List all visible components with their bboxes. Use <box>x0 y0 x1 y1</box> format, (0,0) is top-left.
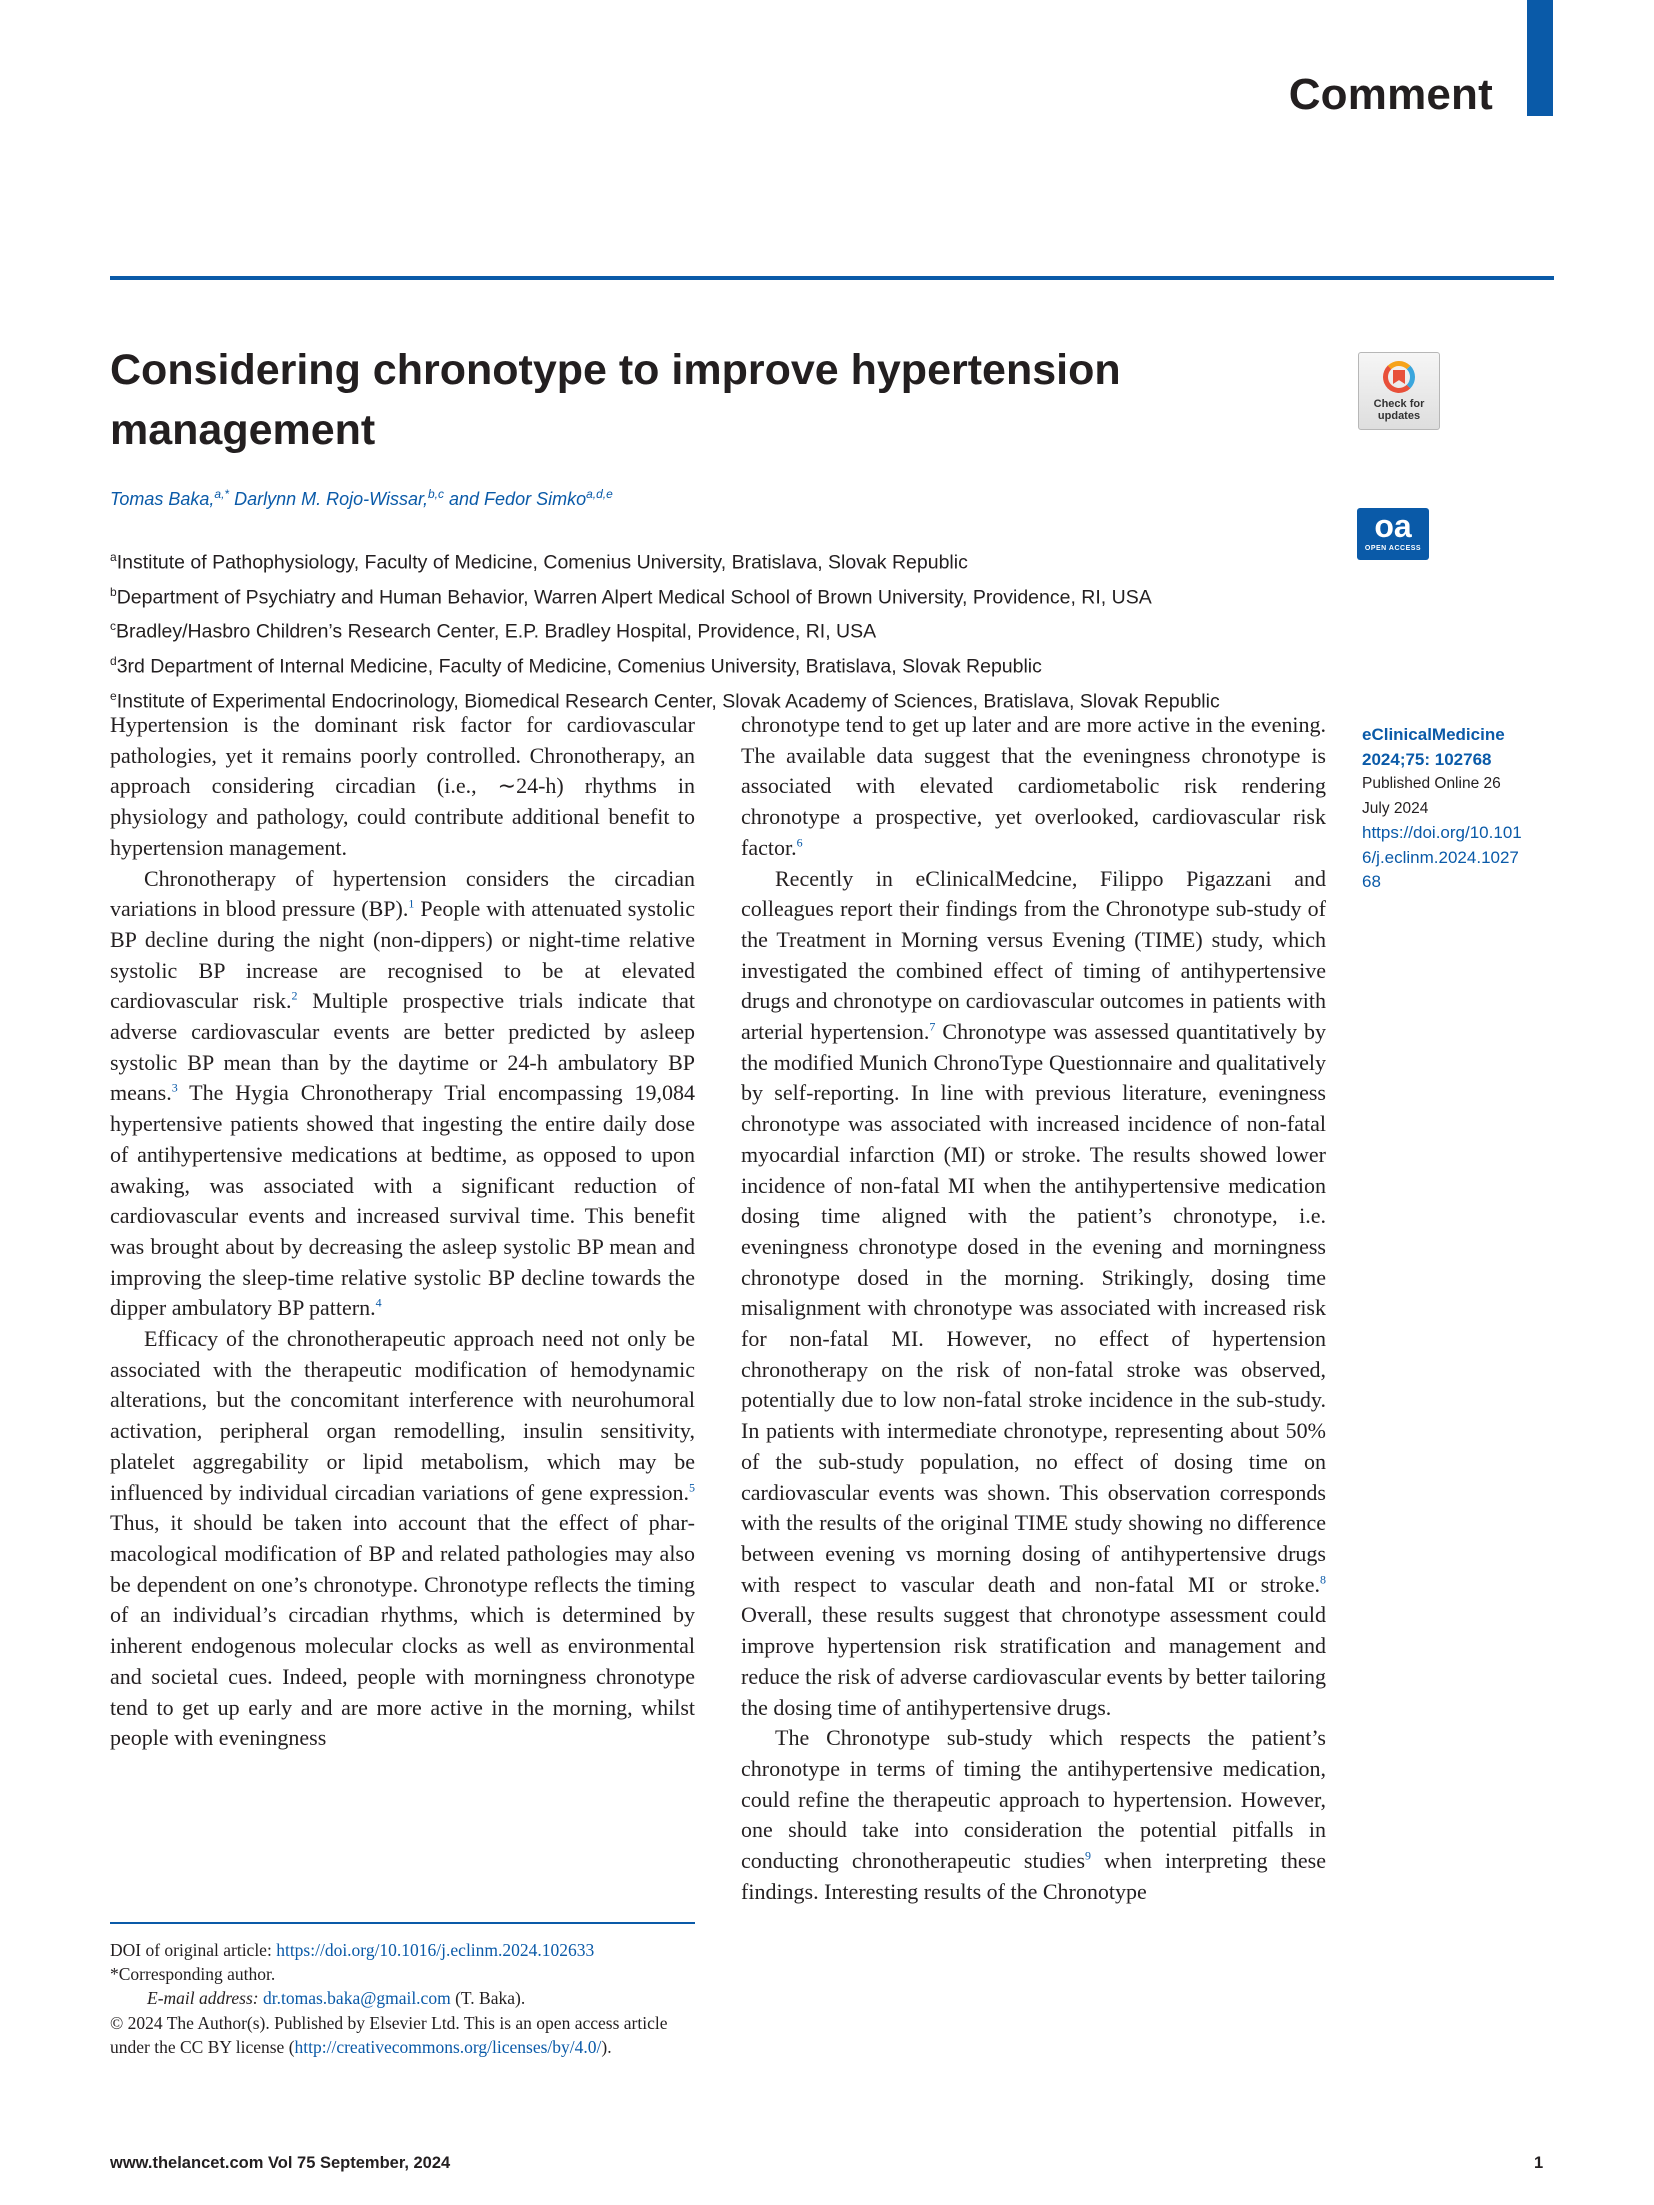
text-run: Overall, these results suggest that chronotype assessment could improve hypertension risk stratification and management and reduce the risk of adverse cardiovascular events by better tailoring the dosing time of antihypertensive drugs. <box>741 1602 1326 1720</box>
article-sidebar <box>1362 723 1522 895</box>
affiliation-mark: a <box>110 550 117 564</box>
header-rule <box>110 276 1554 280</box>
reference-link[interactable]: 6 <box>796 835 803 850</box>
license-text-end: ). <box>601 2036 612 2057</box>
affiliation <box>110 647 1350 682</box>
published-date: Published Online 26 July 2024 <box>1362 775 1501 817</box>
author-list <box>110 487 613 510</box>
section-color-tab <box>1527 0 1553 116</box>
body-paragraph <box>741 1723 1326 1907</box>
open-access-badge <box>1357 508 1429 560</box>
affiliation-mark: d <box>110 654 117 669</box>
oa-logo-text: oa <box>1374 508 1412 544</box>
email-label: E-mail address: <box>147 1988 264 2009</box>
license-text: © 2024 The Author(s). Published by Elsevier Ltd. This is an open access article under the CC BY license ( <box>110 2012 668 2057</box>
reference-link[interactable]: 5 <box>689 1480 695 1495</box>
footnote-rule <box>110 1922 695 1924</box>
text-run: People with attenuated systolic BP decline during the night (non-dippers) or night-time relative systolic BP increase are recognised to be at elevated cardiovascular risk. <box>110 896 695 1014</box>
affiliation-text: Bradley/Hasbro Children’s Research Center, E.P. Bradley Hospital, Providence, RI, USA <box>116 620 877 643</box>
email-suffix: (T. Baka). <box>450 1988 526 2009</box>
text-run: Thus, it should be taken into account that the effect of pharmacological modification of BP and related pathologies may also be dependent on one’s chronotype. Chronotype reflects the timing of an individual’s circadian rhythms, which is determined by inherent endogenous molecular clocks as well as environmental and societal cues. Indeed, people with morningness chronotype tend to get up early and are more active in the morning, whilst people with eveningness <box>110 1510 695 1751</box>
check-for-updates-badge[interactable] <box>1358 352 1440 430</box>
section-label: Comment <box>1288 70 1493 119</box>
body-paragraph <box>741 864 1326 1724</box>
original-article-doi-link[interactable]: https://doi.org/10.1016/j.eclinm.2024.102633 <box>276 1940 595 1960</box>
page-number: 1 <box>1534 2154 1544 2172</box>
page-footer-source[interactable]: www.thelancet.com Vol 75 September, 2024 <box>110 2154 451 2172</box>
body-paragraph: Hypertension is the dominant risk factor for cardiovascular pathologies, yet it remains poorly controlled. Chronotherapy, an approach considering circadian (i.e., ∼24-h) rhythms in physiology and pathology, could contribute additional benefit to hypertension management. <box>110 712 695 860</box>
email-footnote <box>110 1986 695 2010</box>
reference-link[interactable]: 4 <box>375 1296 382 1311</box>
check-updates-label: Check for updates <box>1373 398 1425 422</box>
reference-link[interactable]: 9 <box>1085 1848 1092 1863</box>
author-name[interactable]: Darlynn M. Rojo-Wissar, <box>234 489 428 509</box>
author-affil-mark: a,* <box>214 487 230 501</box>
license-footnote <box>110 2011 695 2059</box>
body-column-left <box>110 710 695 1754</box>
text-run: Chronotherapy of hypertension considers the circadian variations in blood pressure (BP). <box>110 865 695 922</box>
author-affil-mark: a,d,e <box>586 487 613 501</box>
affiliation-mark: b <box>110 584 117 599</box>
footnotes <box>110 1938 695 2059</box>
doi-label: DOI of original article: <box>110 1940 277 1960</box>
affiliation-text: Institute of Experimental Endocrinology, Biomedical Research Center, Slovak Academy of Sciences, Bratislava, Slovak Republic <box>116 690 1220 713</box>
corresponding-author-note: *Corresponding author. <box>110 1964 276 1985</box>
reference-link[interactable]: 2 <box>291 989 298 1003</box>
text-run: The Hygia Chronotherapy Trial encompassing 19,084 hypertensive patients showed that ingesting the entire daily dose of antihypertensive medications at bedtime, as opposed to upon awaking, was associated with a significant reduction of cardiovascular events and increased survival time. This benefit was brought about by decreasing the asleep systolic BP mean and improving the sleep-time relative systolic BP decline towards the dipper ambulatory BP pattern. <box>110 1080 695 1321</box>
author-affil-mark: b,c <box>427 487 444 501</box>
article-title: Considering chronotype to improve hypertension management <box>110 346 1121 454</box>
body-paragraph <box>110 864 695 1325</box>
reference-link[interactable]: 3 <box>171 1081 178 1096</box>
reference-link[interactable]: 1 <box>408 896 415 911</box>
doi-footnote <box>110 1938 695 1962</box>
text-run: Recently in eClinicalMedcine, Filippo Pigazzani and colleagues report their findings from the Chronotype sub-study of the Treatment in Morning versus Evening (TIME) study, which investigated the combined effect of timing of antihypertensive drugs and chronotype on cardiovascular outcomes in patients with arterial hypertension. <box>741 865 1326 1045</box>
affiliation-mark: e <box>110 688 117 703</box>
text-run: Efficacy of the chronotherapeutic approach need not only be associated with the therapeutic modification of hemodynamic alterations, but the concomitant interference with neurohumoral activation, peripheral organ remodelling, insulin sensitivity, platelet aggregability or lipid metabolism, which may be influenced by individual circadian variations of gene expression. <box>110 1326 695 1505</box>
affiliation <box>110 612 1350 647</box>
affiliation-text: 3rd Department of Internal Medicine, Faculty of Medicine, Comenius University, Bratislava, Slovak Republic <box>116 655 1042 678</box>
affiliation <box>110 578 1350 613</box>
author-name[interactable]: Tomas Baka, <box>110 489 215 509</box>
affiliation-text: Department of Psychiatry and Human Behavior, Warren Alpert Medical School of Brown University, Providence, RI, USA <box>116 586 1152 609</box>
affiliation <box>110 543 1350 578</box>
journal-citation: 2024;75: 102768 <box>1362 749 1492 769</box>
reference-link[interactable]: 8 <box>1320 1572 1326 1587</box>
affiliation-mark: c <box>110 619 116 634</box>
text-run: when interpreting these findings. Interesting results of the Chronotype <box>741 1848 1326 1904</box>
reference-link[interactable]: 7 <box>929 1019 936 1034</box>
body-paragraph <box>110 1324 695 1754</box>
email-link[interactable]: dr.tomas.baka@gmail.com <box>263 1988 451 2009</box>
affiliation-text: Institute of Pathophysiology, Faculty of Medicine, Comenius University, Bratislava, Slovak Republic <box>116 551 968 574</box>
author-name[interactable]: and Fedor Simko <box>449 489 587 509</box>
journal-name[interactable]: eClinicalMedicine <box>1362 725 1505 744</box>
license-link[interactable]: http://creativecommons.org/licenses/by/4.0/ <box>294 2036 602 2057</box>
body-column-right <box>741 710 1326 1907</box>
article-doi-link[interactable]: https://doi.org/10.1016/j.eclinm.2024.102768 <box>1362 823 1522 891</box>
affiliations <box>110 543 1350 717</box>
text-run: Multiple prospective trials indicate that adverse cardiovascular events are better predicted by asleep systolic BP mean than by the daytime or 24-h ambulatory BP means. <box>110 988 696 1106</box>
text-run: Chronotype was assessed quantitatively by the modified Munich ChronoType Questionnaire and qualitatively by self-reporting. In line with previous literature, eveningness chronotype was associated with increased incidence of non-fatal myocardial infarction (MI) or stroke. The results showed lower incidence of non-fatal MI when the antihypertensive medication dosing time aligned with the patient’s chronotype, i.e. eveningness chronotype dosed in the evening and morningness chronotype dosed in the morning. Strikingly, dosing time misalignment with chronotype was associated with increased risk for non-fatal MI. However, no effect of hypertension chronotherapy on the risk of non-fatal stroke was observed, potentially due to low non-fatal stroke incidence in the sub-study. In patients with intermediate chronotype, representing about 50% of the sub-study population, no effect of dosing time on cardiovascular events was shown. This observation corresponds with the results of the original TIME study showing no difference between evening vs morning dosing of antihypertensive drugs with respect to vascular death and non-fatal MI or stroke. <box>741 1019 1326 1597</box>
open-access-label: OPEN ACCESS <box>1364 545 1422 552</box>
text-run: The Chronotype sub-study which respects the patient’s chronotype in terms of timing the antihypertensive medication, could refine the therapeutic approach to hypertension. However, one should take into consideration the potential pitfalls in conducting chronotherapeutic studies <box>741 1725 1326 1874</box>
text-run: chronotype tend to get up later and are more active in the evening. The available data suggest that the eveningness chronotype is associated with elevated cardiometabolic risk rendering chronotype a prospective, yet overlooked, cardiovascular risk factor. <box>741 712 1326 860</box>
body-paragraph-continued <box>741 710 1326 864</box>
